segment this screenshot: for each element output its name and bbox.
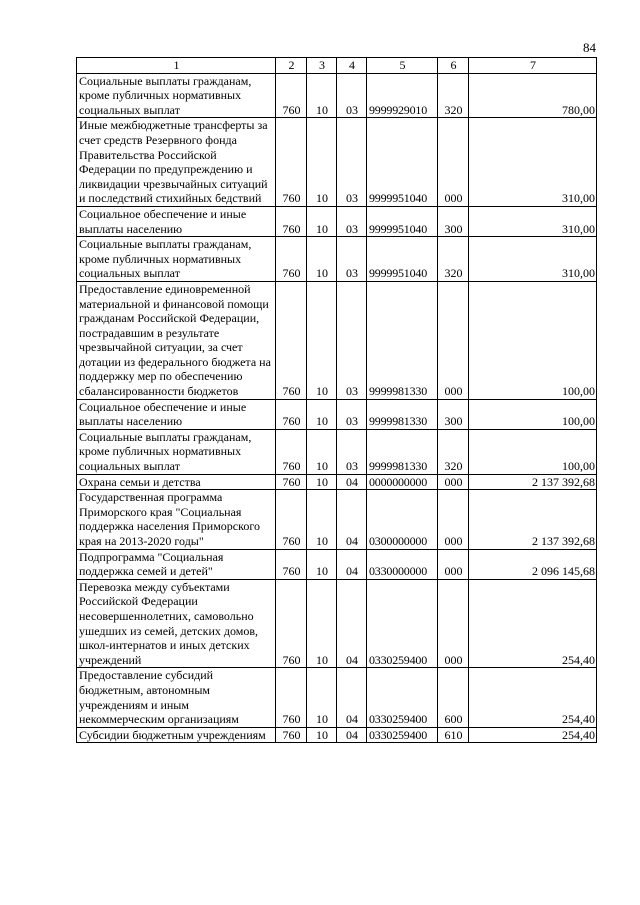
row-name: Социальное обеспечение и иные выплаты населению (77, 206, 276, 236)
row-name: Иные межбюджетные трансферты за счет средств Резервного фонда Правительства Российской Федерации по предупреждению и ликвидации чрезвычайных ситуаций и последствий стихийных бедствий (77, 118, 276, 207)
subsection-code: 04 (337, 668, 367, 727)
section-code: 10 (307, 399, 337, 429)
section-code: 10 (307, 579, 337, 668)
section-code: 10 (307, 429, 337, 474)
target-article-code: 9999981330 (367, 399, 438, 429)
subsection-code: 04 (337, 727, 367, 743)
row-name: Субсидии бюджетным учреждениям (77, 727, 276, 743)
table-row (77, 429, 597, 474)
column-header: 1 (77, 58, 276, 74)
ministry-code: 760 (276, 399, 307, 429)
ministry-code: 760 (276, 281, 307, 399)
column-header: 3 (307, 58, 337, 74)
section-code: 10 (307, 474, 337, 490)
amount: 100,00 (469, 429, 597, 474)
amount: 254,40 (469, 727, 597, 743)
section-code: 10 (307, 118, 337, 207)
table-row (77, 668, 597, 727)
column-header: 2 (276, 58, 307, 74)
ministry-code: 760 (276, 549, 307, 579)
amount: 254,40 (469, 668, 597, 727)
target-article-code: 9999951040 (367, 206, 438, 236)
target-article-code: 0000000000 (367, 474, 438, 490)
column-header: 5 (367, 58, 438, 74)
ministry-code: 760 (276, 429, 307, 474)
amount: 254,40 (469, 579, 597, 668)
expense-type-code: 000 (438, 490, 469, 549)
expense-type-code: 000 (438, 474, 469, 490)
expense-type-code: 000 (438, 579, 469, 668)
target-article-code: 9999951040 (367, 118, 438, 207)
ministry-code: 760 (276, 668, 307, 727)
table-row (77, 549, 597, 579)
expense-type-code: 000 (438, 118, 469, 207)
expense-type-code: 600 (438, 668, 469, 727)
section-code: 10 (307, 490, 337, 549)
column-header: 4 (337, 58, 367, 74)
subsection-code: 04 (337, 474, 367, 490)
header-row (77, 58, 597, 74)
row-name: Социальные выплаты гражданам, кроме публичных нормативных социальных выплат (77, 73, 276, 118)
ministry-code: 760 (276, 73, 307, 118)
subsection-code: 03 (337, 399, 367, 429)
target-article-code: 0300000000 (367, 490, 438, 549)
subsection-code: 03 (337, 429, 367, 474)
target-article-code: 9999981330 (367, 429, 438, 474)
target-article-code: 0330259400 (367, 668, 438, 727)
section-code: 10 (307, 281, 337, 399)
expense-type-code: 000 (438, 281, 469, 399)
amount: 2 096 145,68 (469, 549, 597, 579)
subsection-code: 04 (337, 579, 367, 668)
row-name: Подпрограмма "Социальная поддержка семей и детей" (77, 549, 276, 579)
amount: 310,00 (469, 237, 597, 282)
expense-type-code: 610 (438, 727, 469, 743)
expense-type-code: 000 (438, 549, 469, 579)
expense-type-code: 320 (438, 73, 469, 118)
row-name: Социальное обеспечение и иные выплаты населению (77, 399, 276, 429)
section-code: 10 (307, 727, 337, 743)
row-name: Государственная программа Приморского края "Социальная поддержка населения Приморского края на 2013-2020 годы" (77, 490, 276, 549)
target-article-code: 9999981330 (367, 281, 438, 399)
subsection-code: 03 (337, 118, 367, 207)
amount: 2 137 392,68 (469, 474, 597, 490)
expense-type-code: 300 (438, 399, 469, 429)
row-name: Социальные выплаты гражданам, кроме публичных нормативных социальных выплат (77, 429, 276, 474)
ministry-code: 760 (276, 727, 307, 743)
subsection-code: 04 (337, 549, 367, 579)
target-article-code: 0330259400 (367, 727, 438, 743)
ministry-code: 760 (276, 474, 307, 490)
table-row (77, 579, 597, 668)
row-name: Социальные выплаты гражданам, кроме публичных нормативных социальных выплат (77, 237, 276, 282)
section-code: 10 (307, 237, 337, 282)
amount: 310,00 (469, 206, 597, 236)
amount: 100,00 (469, 281, 597, 399)
target-article-code: 9999951040 (367, 237, 438, 282)
section-code: 10 (307, 73, 337, 118)
section-code: 10 (307, 206, 337, 236)
subsection-code: 03 (337, 206, 367, 236)
page-number: 84 (583, 40, 596, 55)
row-name: Предоставление единовременной материальной и финансовой помощи гражданам Российской Федерации, пострадавшим в результате чрезвычайной ситуации, за счет дотации из федерального бюджета на поддержку мер по обеспечению сбалансированности бюджетов (77, 281, 276, 399)
subsection-code: 03 (337, 281, 367, 399)
table-row (77, 206, 597, 236)
table-row (77, 118, 597, 207)
table-row (77, 727, 597, 743)
column-header: 7 (469, 58, 597, 74)
ministry-code: 760 (276, 237, 307, 282)
amount: 780,00 (469, 73, 597, 118)
ministry-code: 760 (276, 118, 307, 207)
amount: 2 137 392,68 (469, 490, 597, 549)
ministry-code: 760 (276, 579, 307, 668)
expense-type-code: 320 (438, 429, 469, 474)
section-code: 10 (307, 668, 337, 727)
table-row (77, 237, 597, 282)
table-row (77, 474, 597, 490)
target-article-code: 0330000000 (367, 549, 438, 579)
expense-type-code: 300 (438, 206, 469, 236)
target-article-code: 9999929010 (367, 73, 438, 118)
table-row (77, 399, 597, 429)
subsection-code: 04 (337, 490, 367, 549)
ministry-code: 760 (276, 206, 307, 236)
budget-table (76, 57, 597, 743)
subsection-code: 03 (337, 237, 367, 282)
row-name: Перевозка между субъектами Российской Федерации несовершеннолетних, самовольно ушедших из семей, детских домов, школ-интернатов и иных детских учреждений (77, 579, 276, 668)
amount: 100,00 (469, 399, 597, 429)
column-header: 6 (438, 58, 469, 74)
table-row (77, 73, 597, 118)
table-row (77, 490, 597, 549)
ministry-code: 760 (276, 490, 307, 549)
subsection-code: 03 (337, 73, 367, 118)
target-article-code: 0330259400 (367, 579, 438, 668)
expense-type-code: 320 (438, 237, 469, 282)
row-name: Предоставление субсидий бюджетным, автономным учреждениям и иным некоммерческим организациям (77, 668, 276, 727)
table-row (77, 281, 597, 399)
section-code: 10 (307, 549, 337, 579)
amount: 310,00 (469, 118, 597, 207)
row-name: Охрана семьи и детства (77, 474, 276, 490)
